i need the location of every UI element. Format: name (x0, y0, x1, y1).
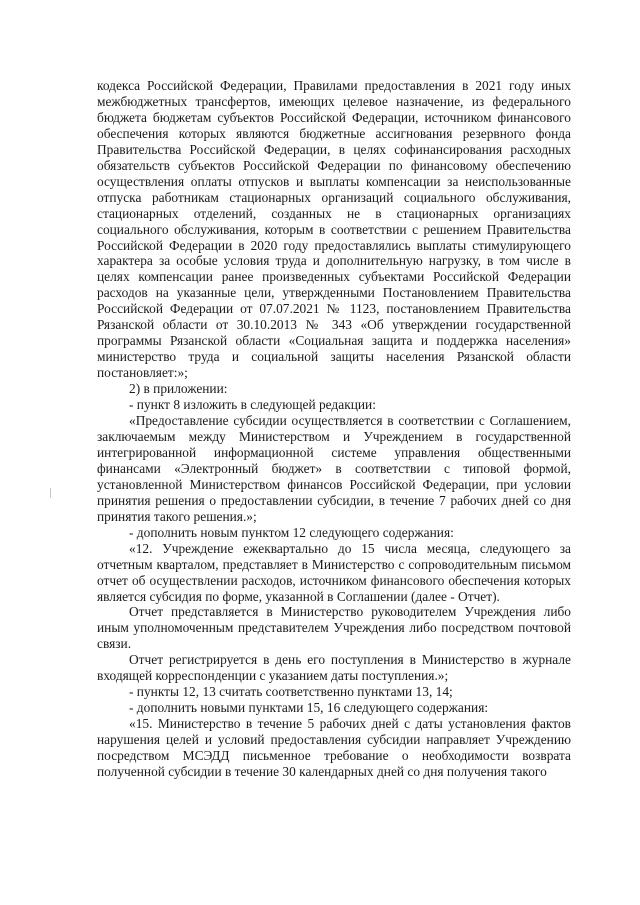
paragraph-report-registration: Отчет регистрируется в день его поступления в Министерство в журнале входящей корреспонденции с указанием даты поступления.»; (97, 652, 571, 684)
paragraph-point-8-intro: - пункт 8 изложить в следующей редакции: (129, 397, 376, 413)
scan-artifact (50, 488, 51, 498)
paragraph-points-15-16-intro: - дополнить новыми пунктами 15, 16 следующего содержания: (129, 700, 489, 716)
document-body (97, 78, 571, 780)
paragraph-point-12-text: «12. Учреждение ежеквартально до 15 числа месяца, следующего за отчетным кварталом, представляет в Министерство с сопроводительным письмом отчет об осуществлении расходов, источником финансового обеспечения которых является субсидия по форме, указанной в Соглашении (далее - Отчет). (97, 540, 571, 604)
paragraph-appendix-item-2: 2) в приложении: (129, 381, 228, 397)
paragraph-preamble-continuation: кодекса Российской Федерации, Правилами предоставления в 2021 году иных межбюджетных трансфертов, имеющих целевое назначение, из федерального бюджета бюджетам субъектов Российской Федерации, источником финансового обеспечения которых являются бюджетные ассигнования резервного фонда Правительства Российской Федерации, в целях софинансирования расходных обязательств субъектов Российской Федерации по финансовому обеспечению осуществления оплаты отпусков и выплаты компенсации за неиспользованные отпуска работникам стационарных организаций социального обслуживания, стационарных отделений, созданных не в стационарных организациях социального обслуживания, которым в соответствии с решением Правительства Российской Федерации в 2020 году предоставлялись выплаты стимулирующего характера за особые условия труда и дополнительную нагрузку, в том числе в целях компенсации ранее произведенных субъектами Российской Федерации расходов на указанные цели, утвержденными Постановлением Правительства Российской Федерации от 07.07.2021 № 1123, постановлением Правительства Рязанской области от 30.10.2013 № 343 «Об утверждении государственной программы Рязанской области «Социальная защита и поддержка населения» министерство труда и социальной защиты населения Рязанской области постановляет:»; (97, 78, 571, 381)
paragraph-point-12-intro: - дополнить новым пунктом 12 следующего содержания: (129, 524, 454, 540)
paragraph-point-15-text: «15. Министерство в течение 5 рабочих дней с даты установления фактов нарушения целей и условий предоставления субсидии направляет Учреждению посредством МСЭДД письменное требование о необходимости возврата полученной субсидии в течение 30 календарных дней со дня получения такого (97, 716, 571, 779)
paragraph-report-submission: Отчет представляется в Министерство руководителем Учреждения либо иным уполномоченным представителем Учреждения либо посредством почтовой связи. (97, 604, 571, 652)
paragraph-renumbering: - пункты 12, 13 считать соответственно пунктами 13, 14; (129, 684, 453, 700)
paragraph-point-8-text: «Предоставление субсидии осуществляется в соответствии с Соглашением, заключаемым между Министерством и Учреждением в государственной интегрированной информационной системе управления общественными финансами «Электронный бюджет» в соответствии с типовой формой, установленной Министерством финансов Российской Федерации, при условии принятия решения о предоставлении субсидии, в течение 7 рабочих дней со дня принятия такого решения.»; (97, 413, 571, 524)
